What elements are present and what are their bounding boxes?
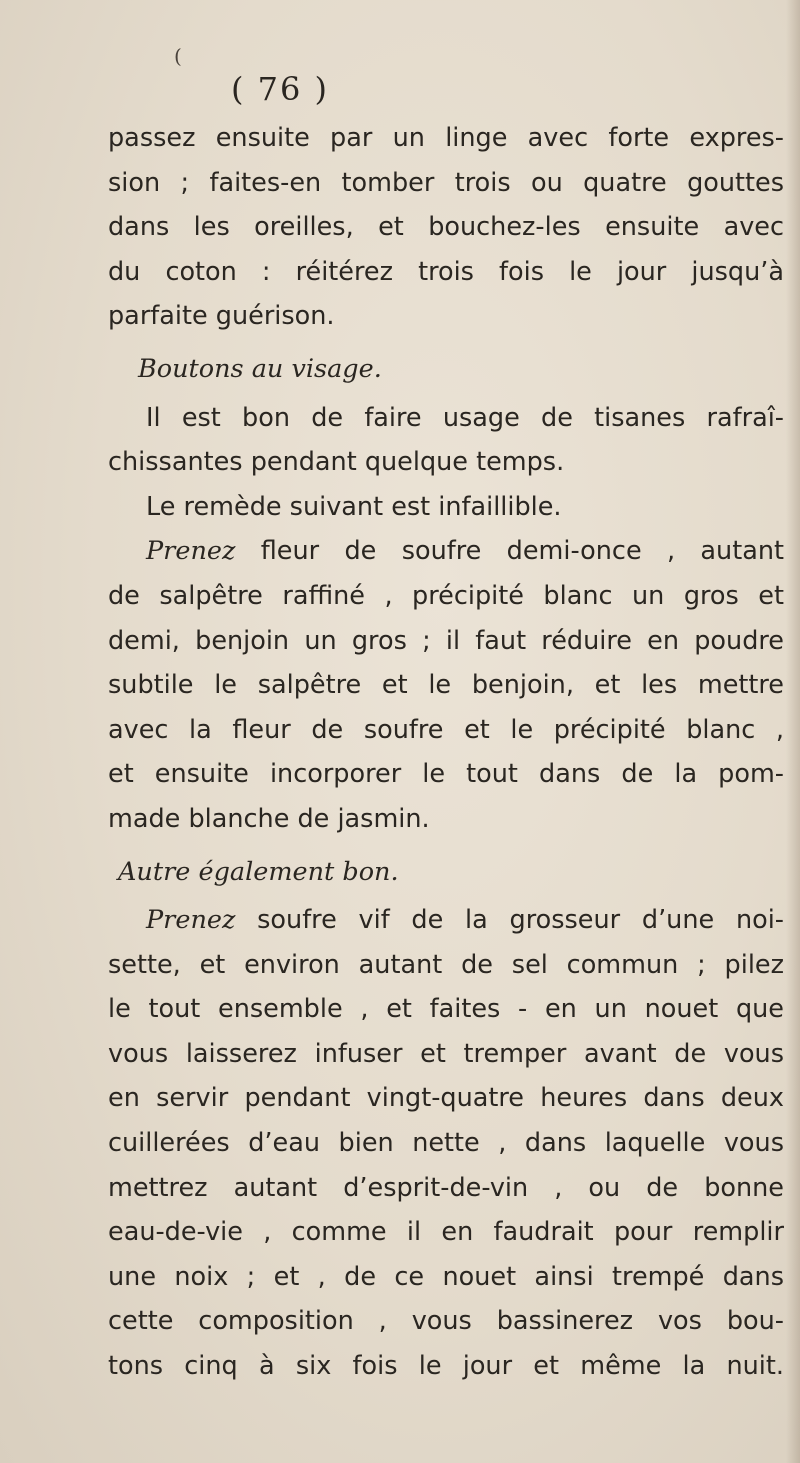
text-line: chissantes pendant quelque temps. — [108, 447, 565, 478]
page-edge-shadow — [786, 0, 800, 1463]
lead-word-prenez: Prenez — [146, 536, 236, 567]
stray-mark: ( — [174, 44, 182, 68]
text-line — [108, 898, 784, 943]
text-line: made blanche de jasmin. — [108, 803, 430, 834]
paragraph-recipe-2 — [108, 898, 784, 1389]
paragraph-remede — [108, 485, 784, 530]
text-line: dans les oreilles, et bouchez-les ensuite avec — [108, 212, 784, 243]
text-line: parfaite guérison. — [108, 301, 335, 332]
paragraph-tisanes — [108, 396, 784, 485]
text-line: subtile le salpêtre et le benjoin, et les mettre — [108, 670, 784, 701]
section-heading-boutons: Boutons au visage. — [138, 353, 382, 384]
text-line: passez ensuite par un linge avec forte expres- — [108, 123, 784, 153]
text-line: tons cinq à six fois le jour et même la nuit. — [108, 1351, 784, 1382]
text-line: Il est bon de faire usage de tisanes rafraî- — [146, 402, 784, 433]
text-line: sette, et environ autant de sel commun ; pilez — [108, 949, 784, 980]
text-line: sion ; faites-en tomber trois ou quatre gouttes — [108, 167, 784, 198]
text-line: de salpêtre raffiné , précipité blanc un gros et — [108, 580, 784, 611]
text-line: en servir pendant vingt-quatre heures dans deux — [108, 1083, 784, 1114]
paragraph-recipe-1 — [108, 529, 784, 841]
lead-word-prenez: Prenez — [146, 905, 236, 936]
text-line: eau-de-vie , comme il en faudrait pour remplir — [108, 1217, 784, 1248]
text-line: cuillerées d’eau bien nette , dans laquelle vous — [108, 1128, 784, 1159]
text-line: cette composition , vous bassinerez vos bou- — [108, 1306, 784, 1337]
text-line: mettrez autant d’esprit-de-vin , ou de bonne — [108, 1172, 784, 1203]
text-line: demi, benjoin un gros ; il faut réduire en poudre — [108, 625, 784, 656]
paragraph-continuation — [108, 116, 784, 339]
text-line — [108, 529, 784, 574]
text-line: du coton : réitérez trois fois le jour jusqu’à — [108, 256, 784, 287]
section-heading-autre: Autre également bon. — [118, 856, 399, 887]
text-fragment: fleur de soufre demi-once , autant — [235, 536, 784, 567]
text-line: une noix ; et , de ce nouet ainsi trempé dans — [108, 1261, 784, 1292]
page-number: ( 76 ) — [230, 70, 330, 108]
page-text — [108, 116, 784, 1389]
text-line: et ensuite incorporer le tout dans de la pom- — [108, 759, 784, 790]
text-line: Le remède suivant est infaillible. — [146, 491, 562, 522]
text-line: avec la fleur de soufre et le précipité blanc , — [108, 714, 784, 745]
text-fragment: soufre vif de la grosseur d’une noi- — [235, 905, 784, 936]
text-line: le tout ensemble , et faites - en un nouet que — [108, 994, 784, 1025]
text-line: vous laisserez infuser et tremper avant de vous — [108, 1038, 784, 1069]
